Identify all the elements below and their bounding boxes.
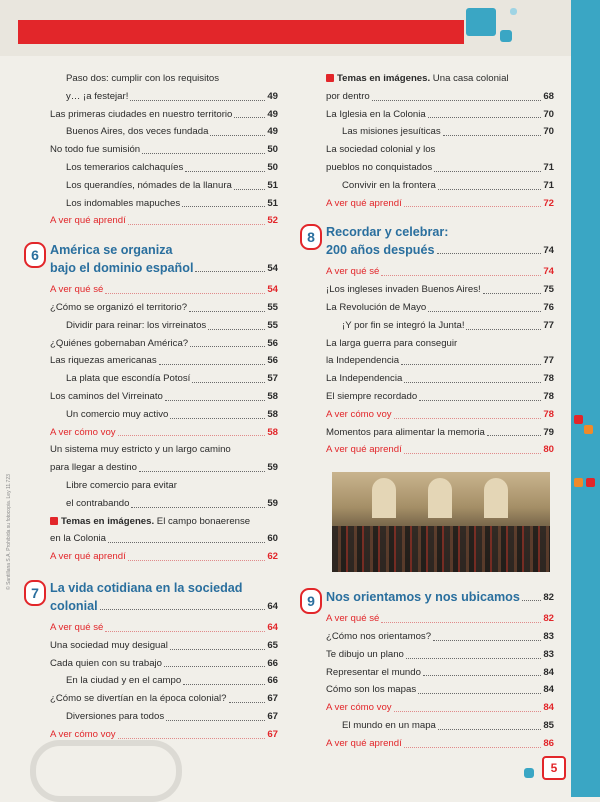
toc-entry[interactable] bbox=[50, 495, 278, 513]
entry-page: 50 bbox=[267, 144, 278, 156]
leader-dots bbox=[100, 609, 266, 610]
toc-entry[interactable] bbox=[326, 717, 554, 735]
images-rest: El campo bonaerense bbox=[154, 515, 251, 527]
entry-text: Las riquezas americanas bbox=[50, 355, 157, 367]
toc-entry[interactable] bbox=[326, 317, 554, 335]
entry-page: 59 bbox=[267, 462, 278, 474]
entry-page: 78 bbox=[543, 408, 554, 420]
entry-page: 67 bbox=[267, 710, 278, 722]
leader-dots bbox=[118, 435, 266, 436]
entry-text: Diversiones para todos bbox=[66, 710, 165, 722]
toc-left-top-list bbox=[50, 70, 278, 230]
toc-entry[interactable] bbox=[50, 212, 278, 230]
toc-entry[interactable] bbox=[50, 637, 278, 655]
toc-entry[interactable] bbox=[50, 726, 278, 744]
leader-dots bbox=[166, 720, 265, 721]
toc-entry[interactable]: La larga guerra para conseguir bbox=[326, 337, 458, 349]
painting-arch bbox=[428, 478, 452, 518]
entry-text: Las primeras ciudades en nuestro territorio bbox=[50, 108, 233, 120]
entry-text: A ver qué aprendí bbox=[50, 215, 126, 227]
entry-page: 71 bbox=[543, 179, 554, 191]
entry-page: 68 bbox=[543, 90, 554, 102]
entry-text: Dividir para reinar: los virreinatos bbox=[66, 319, 207, 331]
entry-text: Las misiones jesuíticas bbox=[342, 126, 441, 138]
chapter-8-page: 74 bbox=[543, 245, 554, 257]
leader-dots bbox=[131, 507, 265, 508]
chapter-9-page: 82 bbox=[543, 592, 554, 604]
leader-dots bbox=[128, 560, 266, 561]
entry-page: 60 bbox=[267, 533, 278, 545]
entry-page: 62 bbox=[267, 551, 278, 563]
entry-page: 52 bbox=[267, 215, 278, 227]
leader-dots bbox=[142, 153, 265, 154]
right-images-line2[interactable] bbox=[326, 88, 554, 106]
toc-entry[interactable] bbox=[50, 106, 278, 124]
leader-dots bbox=[208, 329, 265, 330]
entry-text: A ver qué sé bbox=[50, 621, 104, 633]
page-number: 5 bbox=[542, 756, 566, 780]
toc-entry[interactable] bbox=[326, 281, 554, 299]
toc-entry[interactable] bbox=[50, 690, 278, 708]
entry-text: A ver cómo voy bbox=[326, 702, 392, 714]
entry-text: pueblos no conquistados bbox=[326, 161, 433, 173]
entry-page: 57 bbox=[267, 373, 278, 385]
chapter-8-title-line2-row[interactable] bbox=[326, 241, 554, 259]
leader-dots bbox=[437, 253, 542, 254]
chapter-9-heading bbox=[307, 588, 554, 610]
leader-dots bbox=[522, 600, 541, 601]
entry-text: A ver qué sé bbox=[326, 266, 380, 278]
entry-text: Una sociedad muy desigual bbox=[50, 639, 168, 651]
chapter-6-heading bbox=[31, 242, 278, 277]
entry-text: Buenos Aires, dos veces fundada bbox=[66, 126, 209, 138]
chapter-6-images-line1[interactable] bbox=[50, 513, 278, 531]
red-title-band bbox=[18, 20, 464, 44]
chapter-8-number: 8 bbox=[300, 224, 322, 250]
chapter-7-title-line1[interactable]: La vida cotidiana en la sociedad bbox=[50, 580, 243, 595]
entry-text: A ver qué aprendí bbox=[50, 551, 126, 563]
toc-entry[interactable] bbox=[326, 370, 554, 388]
entry-page: 59 bbox=[267, 497, 278, 509]
entry-text: por dentro bbox=[326, 90, 370, 102]
images-rest: Una casa colonial bbox=[430, 73, 509, 84]
entry-page: 55 bbox=[267, 319, 278, 331]
toc-entry[interactable] bbox=[326, 388, 554, 406]
chapter-6-number: 6 bbox=[24, 242, 46, 268]
decor-square-bottom bbox=[524, 768, 534, 778]
leader-dots bbox=[423, 675, 541, 676]
leader-dots bbox=[185, 171, 265, 172]
entry-text: Los indomables mapuches bbox=[66, 197, 181, 209]
entry-page: 66 bbox=[267, 675, 278, 687]
images-icon bbox=[50, 517, 58, 525]
historical-painting-image bbox=[332, 472, 550, 572]
leader-dots bbox=[401, 364, 541, 365]
entry-text: A ver qué sé bbox=[50, 284, 104, 296]
entry-text: No todo fue sumisión bbox=[50, 144, 141, 156]
toc-entry[interactable] bbox=[326, 424, 554, 442]
leader-dots bbox=[419, 400, 541, 401]
images-label: Temas en imágenes. bbox=[337, 73, 431, 84]
toc-entry[interactable] bbox=[50, 299, 278, 317]
chapter-6-images-line2[interactable] bbox=[50, 530, 278, 548]
entry-page: 56 bbox=[267, 337, 278, 349]
toc-entry[interactable] bbox=[50, 141, 278, 159]
toc-entry[interactable]: La sociedad colonial y los bbox=[326, 144, 436, 156]
entry-text: En la ciudad y en el campo bbox=[66, 675, 182, 687]
leader-dots bbox=[394, 418, 542, 419]
entry-page: 76 bbox=[543, 301, 554, 313]
images-icon bbox=[326, 74, 334, 82]
entry-text: A ver qué aprendí bbox=[326, 197, 402, 209]
leader-dots bbox=[466, 329, 541, 330]
entry-text: Te dibujo un plano bbox=[326, 648, 404, 660]
leader-dots bbox=[487, 435, 541, 436]
toc-entry[interactable] bbox=[50, 424, 278, 442]
chapter-8-title-line1[interactable]: Recordar y celebrar: bbox=[326, 225, 449, 240]
entry-page: 74 bbox=[543, 266, 554, 278]
leader-dots bbox=[404, 382, 541, 383]
entry-page: 78 bbox=[543, 390, 554, 402]
entry-text: ¿Quiénes gobernaban América? bbox=[50, 337, 189, 349]
entry-page: 58 bbox=[267, 408, 278, 420]
entry-page: 50 bbox=[267, 161, 278, 173]
entry-page: 78 bbox=[543, 373, 554, 385]
entry-page: 86 bbox=[543, 737, 554, 749]
entry-page: 49 bbox=[267, 90, 278, 102]
entry-page: 67 bbox=[267, 693, 278, 705]
painting-arch bbox=[484, 478, 508, 518]
toc-entry[interactable] bbox=[326, 441, 554, 459]
toc-entry[interactable] bbox=[326, 195, 554, 213]
painting-crowd bbox=[332, 526, 550, 572]
toc-entry[interactable] bbox=[326, 406, 554, 424]
toc-entry[interactable] bbox=[50, 406, 278, 424]
leader-dots bbox=[164, 666, 265, 667]
entry-text: A ver cómo voy bbox=[50, 728, 116, 740]
entry-page: 84 bbox=[543, 702, 554, 714]
leader-dots bbox=[139, 471, 265, 472]
entry-text: Cómo son los mapas bbox=[326, 684, 417, 696]
entry-page: 70 bbox=[543, 126, 554, 138]
entry-text: El siempre recordado bbox=[326, 390, 418, 402]
leader-dots bbox=[229, 702, 266, 703]
toc-entry[interactable] bbox=[50, 317, 278, 335]
tab-marker-red bbox=[574, 415, 583, 424]
entry-page: 56 bbox=[267, 355, 278, 367]
tab-marker-orange bbox=[584, 425, 593, 434]
toc-entry[interactable] bbox=[50, 352, 278, 370]
toc-entry[interactable] bbox=[326, 177, 554, 195]
leader-dots bbox=[418, 693, 541, 694]
entry-page: 51 bbox=[267, 197, 278, 209]
entry-text: Convivir en la frontera bbox=[342, 179, 436, 191]
entry-page: 65 bbox=[267, 639, 278, 651]
right-images-line1[interactable] bbox=[326, 70, 554, 88]
leader-dots bbox=[443, 135, 542, 136]
toc-left-column bbox=[31, 70, 278, 744]
entry-page: 66 bbox=[267, 657, 278, 669]
toc-entry[interactable] bbox=[50, 459, 278, 477]
entry-page: 58 bbox=[267, 426, 278, 438]
leader-dots bbox=[118, 738, 266, 739]
leader-dots bbox=[404, 453, 542, 454]
toc-entry[interactable] bbox=[50, 708, 278, 726]
entry-page: 58 bbox=[267, 390, 278, 402]
toc-entry[interactable] bbox=[326, 263, 554, 281]
entry-page: 49 bbox=[267, 126, 278, 138]
toc-entry[interactable] bbox=[326, 106, 554, 124]
entry-text: en la Colonia bbox=[50, 533, 107, 545]
entry-text: La plata que escondía Potosí bbox=[66, 373, 191, 385]
toc-entry[interactable] bbox=[50, 388, 278, 406]
chapter-9-number: 9 bbox=[300, 588, 322, 614]
leader-dots bbox=[394, 711, 542, 712]
toc-entry[interactable]: Libre comercio para evitar bbox=[66, 479, 177, 491]
leader-dots bbox=[372, 100, 542, 101]
entry-page: 79 bbox=[543, 426, 554, 438]
leader-dots bbox=[165, 400, 265, 401]
entry-text: Los caminos del Virreinato bbox=[50, 390, 163, 402]
toc-entry[interactable] bbox=[326, 299, 554, 317]
entry-page: 84 bbox=[543, 666, 554, 678]
chapter-9-title: Nos orientamos y nos ubicamos bbox=[326, 590, 520, 605]
painting-arch bbox=[372, 478, 396, 518]
toc-entry[interactable] bbox=[326, 628, 554, 646]
entry-text: y… ¡a festejar! bbox=[66, 90, 129, 102]
toc-entry[interactable] bbox=[326, 352, 554, 370]
toc-entry[interactable] bbox=[326, 664, 554, 682]
entry-page: 85 bbox=[543, 719, 554, 731]
leader-dots bbox=[381, 275, 541, 276]
toc-entry[interactable] bbox=[50, 159, 278, 177]
leader-dots bbox=[404, 747, 542, 748]
entry-text: A ver cómo voy bbox=[50, 426, 116, 438]
toc-entry[interactable]: Paso dos: cumplir con los requisitos bbox=[66, 73, 220, 84]
right-sidebar-strip bbox=[571, 0, 600, 797]
entry-page: 83 bbox=[543, 648, 554, 660]
decor-square-large bbox=[466, 8, 496, 36]
leader-dots bbox=[108, 542, 265, 543]
entry-page: 77 bbox=[543, 355, 554, 367]
leader-dots bbox=[404, 206, 542, 207]
toc-entry[interactable] bbox=[50, 370, 278, 388]
chapter-7-page: 64 bbox=[267, 600, 278, 612]
leader-dots bbox=[105, 293, 265, 294]
entry-page: 84 bbox=[543, 684, 554, 696]
chapter-6-title-line1[interactable]: América se organiza bbox=[50, 243, 173, 258]
leader-dots bbox=[428, 117, 542, 118]
chapter-6-page: 54 bbox=[267, 263, 278, 275]
entry-page: 51 bbox=[267, 179, 278, 191]
entry-text: La Revolución de Mayo bbox=[326, 301, 427, 313]
toc-entry[interactable] bbox=[50, 195, 278, 213]
chapter-9-title-row[interactable] bbox=[326, 588, 554, 606]
entry-page: 49 bbox=[267, 108, 278, 120]
leader-dots bbox=[438, 729, 541, 730]
entry-text: La Iglesia en la Colonia bbox=[326, 108, 426, 120]
entry-page: 75 bbox=[543, 284, 554, 296]
chapter-6-closing[interactable] bbox=[50, 548, 278, 566]
entry-page: 72 bbox=[543, 197, 554, 209]
entry-text: A ver cómo voy bbox=[326, 408, 392, 420]
entry-text: ¿Cómo nos orientamos? bbox=[326, 630, 432, 642]
chapter-8-heading bbox=[307, 224, 554, 259]
entry-page: 67 bbox=[267, 728, 278, 740]
leader-dots bbox=[483, 293, 542, 294]
entry-page: 55 bbox=[267, 301, 278, 313]
copyright-note: © Santillana S.A. Prohibida su fotocopia. Ley 11.723 bbox=[6, 474, 12, 590]
entry-text: Los temerarios calchaquíes bbox=[66, 161, 184, 173]
leader-dots bbox=[130, 100, 265, 101]
leader-dots bbox=[105, 631, 265, 632]
toc-right-column bbox=[307, 70, 554, 753]
entry-page: 71 bbox=[543, 161, 554, 173]
leader-dots bbox=[182, 206, 265, 207]
chapter-6-entries bbox=[50, 281, 278, 512]
toc-entry[interactable] bbox=[50, 655, 278, 673]
entry-page: 80 bbox=[543, 444, 554, 456]
toc-entry[interactable] bbox=[326, 699, 554, 717]
entry-text: la Independencia bbox=[326, 355, 400, 367]
entry-page: 70 bbox=[543, 108, 554, 120]
entry-text: La Independencia bbox=[326, 373, 403, 385]
decor-square-tiny bbox=[510, 8, 517, 15]
leader-dots bbox=[234, 189, 265, 190]
leader-dots bbox=[170, 418, 265, 419]
toc-entry[interactable] bbox=[326, 681, 554, 699]
chapter-8-entries bbox=[326, 263, 554, 459]
leader-dots bbox=[128, 224, 266, 225]
faded-decoration bbox=[30, 740, 182, 802]
toc-right-top-list bbox=[326, 106, 554, 213]
entry-text: Los querandíes, nómades de la llanura bbox=[66, 179, 232, 191]
entry-text: ¿Cómo se organizó el territorio? bbox=[50, 301, 188, 313]
toc-entry[interactable]: Un sistema muy estricto y un largo camino bbox=[50, 444, 231, 456]
leader-dots bbox=[433, 640, 541, 641]
toc-entry[interactable] bbox=[50, 177, 278, 195]
chapter-8-title-line2: 200 años después bbox=[326, 243, 435, 258]
entry-text: ¡Los ingleses invaden Buenos Aires! bbox=[326, 284, 481, 296]
tab-marker-red-2 bbox=[586, 478, 595, 487]
toc-entry[interactable] bbox=[50, 672, 278, 690]
toc-entry[interactable] bbox=[50, 335, 278, 353]
entry-text: para llegar a destino bbox=[50, 462, 137, 474]
leader-dots bbox=[170, 649, 265, 650]
toc-entry[interactable] bbox=[50, 88, 278, 106]
entry-text: Un comercio muy activo bbox=[66, 408, 169, 420]
toc-entry[interactable] bbox=[326, 123, 554, 141]
leader-dots bbox=[438, 189, 541, 190]
images-label: Temas en imágenes. bbox=[61, 515, 155, 527]
entry-text: A ver qué sé bbox=[326, 613, 380, 625]
entry-text: Representar el mundo bbox=[326, 666, 421, 678]
toc-entry[interactable] bbox=[326, 646, 554, 664]
leader-dots bbox=[406, 658, 541, 659]
entry-page: 82 bbox=[543, 613, 554, 625]
toc-entry[interactable] bbox=[326, 610, 554, 628]
entry-text: Cada quien con su trabajo bbox=[50, 657, 163, 669]
chapter-7-entries bbox=[50, 619, 278, 744]
toc-entry[interactable] bbox=[50, 619, 278, 637]
leader-dots bbox=[234, 117, 265, 118]
decor-square-small bbox=[500, 30, 512, 42]
chapter-7-number: 7 bbox=[24, 580, 46, 606]
entry-page: 64 bbox=[267, 621, 278, 633]
leader-dots bbox=[428, 311, 541, 312]
toc-entry[interactable] bbox=[50, 281, 278, 299]
entry-text: ¿Cómo se divertían en la época colonial? bbox=[50, 693, 227, 705]
entry-page: 77 bbox=[543, 319, 554, 331]
toc-entry[interactable] bbox=[326, 735, 554, 753]
toc-entry[interactable] bbox=[50, 123, 278, 141]
chapter-6-title-line2: bajo el dominio español bbox=[50, 261, 194, 276]
entry-page: 83 bbox=[543, 630, 554, 642]
entry-text: ¡Y por fin se integró la Junta! bbox=[342, 319, 465, 331]
leader-dots bbox=[210, 135, 265, 136]
chapter-7-title-line2-row[interactable] bbox=[50, 597, 278, 615]
leader-dots bbox=[381, 622, 541, 623]
leader-dots bbox=[434, 171, 541, 172]
leader-dots bbox=[189, 311, 265, 312]
leader-dots bbox=[190, 346, 265, 347]
chapter-6-title-line2-row[interactable] bbox=[50, 259, 278, 277]
entry-text: el contrabando bbox=[66, 497, 130, 509]
chapter-7-title-line2: colonial bbox=[50, 598, 98, 613]
leader-dots bbox=[159, 364, 266, 365]
entry-text: El mundo en un mapa bbox=[342, 719, 436, 731]
leader-dots bbox=[195, 271, 265, 272]
entry-text: Momentos para alimentar la memoria bbox=[326, 426, 485, 438]
tab-marker-orange-2 bbox=[574, 478, 583, 487]
chapter-9-entries bbox=[326, 610, 554, 752]
entry-text: A ver qué aprendí bbox=[326, 737, 402, 749]
leader-dots bbox=[183, 684, 265, 685]
entry-text: A ver qué aprendí bbox=[326, 444, 402, 456]
entry-page: 54 bbox=[267, 284, 278, 296]
chapter-7-heading bbox=[31, 580, 278, 615]
toc-entry[interactable] bbox=[326, 159, 554, 177]
leader-dots bbox=[192, 382, 265, 383]
